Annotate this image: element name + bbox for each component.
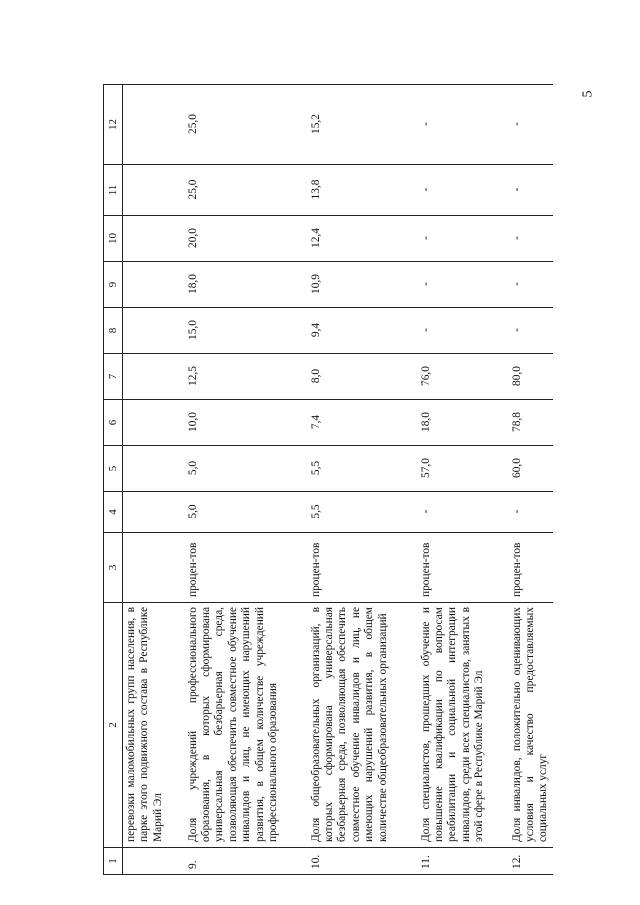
table-row <box>308 85 418 875</box>
indicator-cell: Доля учреждений профессионального образования, в которых сформирована универсальная безбарьерная среда, позволяющая обеспечить совместное обучение инвалидов и лиц, не имеющих нарушений развития, в общем количестве учреждений профессионального образования <box>185 603 308 848</box>
value-cell: 15,0 <box>185 308 308 354</box>
table-row <box>418 85 509 875</box>
table-row <box>509 85 553 875</box>
value-cell: - <box>509 216 553 262</box>
value-cell: 60,0 <box>509 446 553 492</box>
table-header-row <box>104 85 123 875</box>
unit-cell: процен-тов <box>418 533 509 603</box>
value-cell: - <box>418 165 509 216</box>
value-cell: 5,5 <box>308 492 418 533</box>
value-cell: 18,0 <box>185 262 308 308</box>
value-cell: 76,0 <box>418 354 509 400</box>
row-number <box>123 848 185 875</box>
value-cell: - <box>418 85 509 165</box>
indicator-cell: перевозки маломобильных групп населения, в парке этого подвижного состава в Республике Марий Эл <box>123 603 185 848</box>
value-cell: - <box>418 216 509 262</box>
value-cell: - <box>418 308 509 354</box>
value-cell: 10,9 <box>308 262 418 308</box>
column-header: 8 <box>104 308 123 354</box>
value-cell <box>123 308 185 354</box>
column-header: 10 <box>104 216 123 262</box>
value-cell: 78,8 <box>509 400 553 446</box>
indicator-cell: Доля инвалидов, положительно оценивающих условия и качество предоставляемых социальных услуг <box>509 603 553 848</box>
value-cell: 10,0 <box>185 400 308 446</box>
row-number: 10. <box>308 848 418 875</box>
value-cell: - <box>509 492 553 533</box>
value-cell: 20,0 <box>185 216 308 262</box>
value-cell <box>123 165 185 216</box>
value-cell: 25,0 <box>185 165 308 216</box>
page-number: 5 <box>580 90 596 98</box>
column-header: 2 <box>104 603 123 848</box>
row-number: 11. <box>418 848 509 875</box>
value-cell: 12,5 <box>185 354 308 400</box>
unit-cell: процен-тов <box>185 533 308 603</box>
value-cell: 57,0 <box>418 446 509 492</box>
table-row <box>123 85 185 875</box>
value-cell <box>123 216 185 262</box>
value-cell: 12,4 <box>308 216 418 262</box>
unit-cell <box>123 533 185 603</box>
rotated-table-page <box>103 85 550 875</box>
value-cell <box>123 400 185 446</box>
column-header: 11 <box>104 165 123 216</box>
column-header: 6 <box>104 400 123 446</box>
value-cell: 9,4 <box>308 308 418 354</box>
value-cell <box>123 262 185 308</box>
value-cell: 8,0 <box>308 354 418 400</box>
value-cell: 13,8 <box>308 165 418 216</box>
value-cell: 5,0 <box>185 492 308 533</box>
value-cell: 18,0 <box>418 400 509 446</box>
value-cell: 15,2 <box>308 85 418 165</box>
value-cell: - <box>509 165 553 216</box>
value-cell: - <box>509 308 553 354</box>
row-number: 9. <box>185 848 308 875</box>
value-cell: - <box>509 262 553 308</box>
column-header: 7 <box>104 354 123 400</box>
column-header: 9 <box>104 262 123 308</box>
value-cell <box>123 492 185 533</box>
indicators-table <box>103 84 553 875</box>
column-header: 12 <box>104 85 123 165</box>
value-cell: - <box>509 85 553 165</box>
value-cell <box>123 446 185 492</box>
unit-cell: процен-тов <box>308 533 418 603</box>
column-header: 4 <box>104 492 123 533</box>
value-cell: 5,5 <box>308 446 418 492</box>
table-row <box>185 85 308 875</box>
value-cell: 7,4 <box>308 400 418 446</box>
indicator-cell: Доля специалистов, прошедших обучение и повышение квалификации по вопросам реабилитации и социальной интеграции инвалидов, среди всех специалистов, занятых в этой сфере в Республике Марий Эл <box>418 603 509 848</box>
value-cell: 5,0 <box>185 446 308 492</box>
value-cell: - <box>418 492 509 533</box>
value-cell <box>123 354 185 400</box>
column-header: 3 <box>104 533 123 603</box>
value-cell: - <box>418 262 509 308</box>
value-cell: 25,0 <box>185 85 308 165</box>
column-header: 5 <box>104 446 123 492</box>
column-header: 1 <box>104 848 123 875</box>
unit-cell: процен-тов <box>509 533 553 603</box>
value-cell: 80,0 <box>509 354 553 400</box>
indicator-cell: Доля общеобразовательных организаций, в которых сформирована универсальная безбарьерная среда, позволяющая обеспечить совместное обучение инвалидов и лиц, не имеющих нарушений развития, в общем количестве общеобразовательных организаций <box>308 603 418 848</box>
value-cell <box>123 85 185 165</box>
row-number: 12. <box>509 848 553 875</box>
